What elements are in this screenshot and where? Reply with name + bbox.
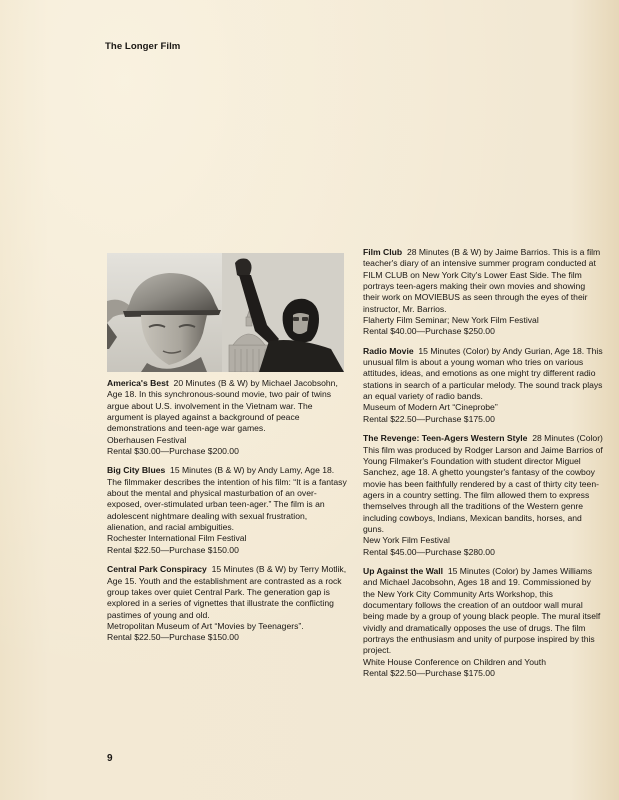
film-description: 15 Minutes (B & W) by Terry Motlik, Age 15. Youth and the establishment are contrasted as a rock group takes over quiet Central Park. The generation gap is explored in a series of vignettes that illustrate the conflicting pastimes of young and old.	[107, 564, 347, 620]
film-still-photo-icon	[107, 253, 344, 372]
film-description: 15 Minutes (B & W) by Andy Lamy, Age 18. The filmmaker describes the intention of his film: “It is a fantasy about the mental and physical masturbation of an over-exposed, over-stimulated urban teen-ager.” The film is an adolescent nightmare dealing with sexual frustration, alienation, and racial ambiguities.	[107, 465, 347, 533]
film-price: Rental $22.50—Purchase $150.00	[107, 632, 239, 643]
film-entry-americas-best	[107, 378, 347, 457]
film-description: 15 Minutes (Color) by James Williams and Michael Jacobsohn, Ages 18 and 19. Commissioned by the New York City Community Arts Workshop, this documentary follows the creation of an outdoor wall mural being made by a group of young black people. The mural itself vividly and dramatically opposes the use of drugs. The film portrays the enthusiasm and unity of purpose inspired by this project.	[363, 565, 601, 656]
film-entry-film-club	[363, 247, 603, 338]
film-title: America's Best	[107, 378, 169, 388]
film-source: Museum of Modern Art “Cineprobe”	[363, 402, 498, 413]
film-price: Rental $22.50—Purchase $150.00	[107, 544, 239, 555]
film-price: Rental $22.50—Purchase $175.00	[363, 413, 495, 424]
film-source: White House Conference on Children and Youth	[363, 656, 546, 667]
film-entry-radio-movie	[363, 346, 603, 425]
film-price: Rental $45.00—Purchase $280.00	[363, 546, 495, 557]
film-entry-the-revenge	[363, 433, 603, 558]
left-column	[107, 378, 347, 652]
film-entry-up-against-the-wall	[363, 566, 603, 679]
film-title: The Revenge: Teen-Agers Western Style	[363, 433, 528, 444]
film-description: 28 Minutes (Color) This film was produced by Rodger Larson and Jaime Barrios of Young Filmaker's Foundation with student director Miguel Sanchez, age 18. A ghetto youngster's fantasy of the cowboy movie has been faithfully rendered by a cast of thirty city teen-agers in a country setting. The film allowed them to express themselves through all the traditions of the Western genre including cowboys, Indians, Mexican bandits, horses, and guns.	[363, 433, 603, 534]
section-title: The Longer Film	[105, 41, 181, 52]
film-source: Metropolitan Museum of Art “Movies by Teenagers”.	[107, 620, 304, 631]
film-description: 20 Minutes (B & W) by Michael Jacobsohn, Age 18. In this synchronous-sound movie, two pair of twins argue about U.S. involvement in the Vietnam war. The argument is played against a background of peace demonstrations and teen-age war games.	[107, 378, 338, 434]
film-still-photo	[107, 253, 344, 372]
film-source: New York Film Festival	[363, 535, 450, 546]
film-entry-big-city-blues	[107, 465, 347, 556]
film-title: Up Against the Wall	[363, 565, 444, 576]
film-entry-central-park-conspiracy	[107, 564, 347, 643]
film-price: Rental $30.00—Purchase $200.00	[107, 446, 239, 457]
film-source: Flaherty Film Seminar; New York Film Festival	[363, 315, 539, 326]
film-title: Radio Movie	[363, 345, 414, 356]
film-title: Central Park Conspiracy	[107, 564, 207, 575]
right-column	[363, 247, 603, 687]
film-title: Big City Blues	[107, 465, 166, 476]
film-source: Oberhausen Festival	[107, 434, 187, 445]
film-description: 28 Minutes (B & W) by Jaime Barrios. This is a film teacher's diary of an intensive summer program conducted at FILM CLUB on New York City's Lower East Side. The film portrays teen-agers making their own movies and showing their work on MOVIEBUS as seen through the eyes of their instructor, Mr. Barrios.	[363, 247, 601, 314]
page-number: 9	[107, 753, 113, 764]
film-title: Film Club	[363, 247, 403, 257]
film-price: Rental $22.50—Purchase $175.00	[363, 668, 495, 679]
film-description: 15 Minutes (Color) by Andy Gurian, Age 18. This unusual film is about a young woman who tries on various attitudes, ideas, and emotions as one might try different radio stations in search of a particular melody. The sound track plays an equal variety of radio bands.	[363, 345, 603, 402]
film-source: Rochester International Film Festival	[107, 533, 247, 544]
film-price: Rental $40.00—Purchase $250.00	[363, 326, 495, 337]
